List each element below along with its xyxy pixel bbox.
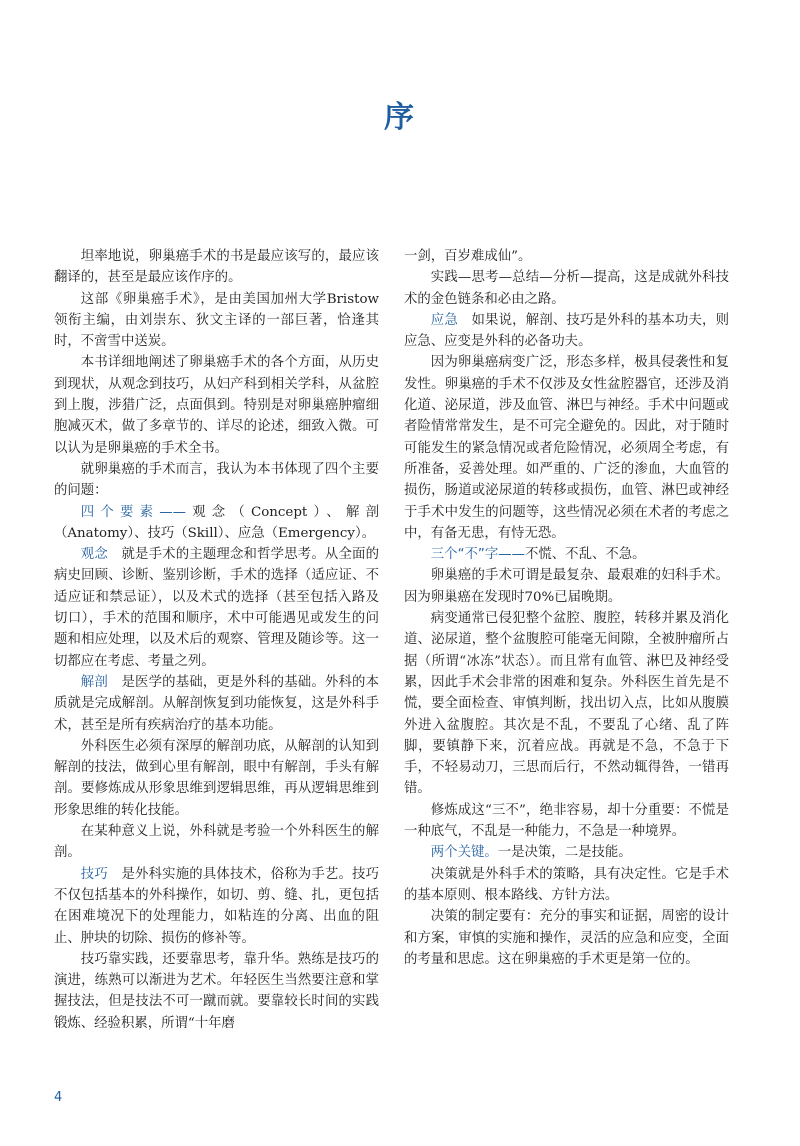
paragraph-text: 卵巢癌的手术可谓是最复杂、最艰难的妇科手术。因为卵巢癌在发现时70%已届晚期。 [404,568,729,605]
paragraph [54,864,379,949]
paragraph-text: 修炼成这“三不”，绝非容易，却十分重要：不慌是一种底气，不乱是一种能力，不急是一种境界。 [404,802,729,840]
section-keyword: 观念 [80,547,108,563]
paragraph [54,352,379,458]
paragraph-text: 如果说，解剖、技巧是外科的基本功夫，则应急、应变是外科的必备功夫。 [404,312,729,350]
paragraph-text: 一是决策，二是技能。 [497,845,632,861]
paragraph [54,502,379,545]
paragraph-text: 不慌、不乱、不急。 [525,547,646,563]
paragraph [54,949,379,1034]
section-keyword: 四个要素—— [80,504,186,520]
paragraph [404,906,729,970]
section-keyword: 三个“不”字—— [430,547,526,563]
paragraph-text: 是外科实施的具体技术，俗称为手艺。技巧不仅包括基本的外科操作，如切、剪、缝、扎，更包括在困难境况下的处理能力，如粘连的分离、出血的阻止、肿块的切除、损伤的修补等。 [54,866,379,946]
paragraph [404,310,729,353]
paragraph-text: 这部《卵巢癌手术》，是由美国加州大学Bristow领衔主编，由刘崇东、狄文主译的一部巨著，恰逢其时，不啻雪中送炭。 [54,291,379,350]
paragraph-text: 技巧靠实践，还要靠思考，靠升华。熟练是技巧的演进，练熟可以渐进为艺术。年轻医生当然要注意和掌握技法，但是技法不可一蹴而就。要靠较长时间的实践锻炼、经验积累，所谓“十年磨 [54,951,379,1031]
paragraph [54,246,379,289]
paragraph [404,842,729,863]
right-column [404,246,729,970]
paragraph [404,565,729,608]
paragraph-text: 是医学的基础，更是外科的基础。外科的本质就是完成解剖。从解剖恢复到功能恢复，这是外科手术，甚至是所有疾病治疗的基本功能。 [54,674,379,733]
paragraph [404,608,729,800]
paragraph [54,459,379,502]
section-keyword: 两个关键。 [430,845,498,861]
paragraph [404,352,729,544]
paragraph [404,800,729,843]
paragraph-text: 病变通常已侵犯整个盆腔、腹腔，转移并累及消化道、泌尿道，整个盆腹腔可能毫无间隙，全被肿瘤所占据（所谓“冰冻”状态）。而且常有血管、淋巴及神经受累，因此手术会非常的困难和复杂。外科医生首先是不慌，要全面检查、审慎判断，找出切入点，比如从腹膜外进入盆腹腔。其次是不乱，不要乱了心绪、乱了阵脚，要镇静下来，沉着应战。再就是不急，不急于下手，不轻易动刀，三思而后行，不然动辄得咎，一错再错。 [404,611,729,797]
paragraph [54,736,379,821]
section-keyword: 技巧 [80,866,108,882]
paragraph-text: 实践—思考—总结—分析—提高，这是成就外科技术的金色链条和必由之路。 [404,270,729,307]
section-keyword: 应急 [430,312,458,328]
paragraph [54,544,379,672]
paragraph-text: 就是手术的主题理念和哲学思考。从全面的病史回顾、诊断、鉴别诊断，手术的选择（适应证、不适应证和禁忌证），以及术式的选择（甚至包括入路及切口），手术的范围和顺序，术中可能遇见或发生的问题和相应处理，以及术后的观察、管理及随诊等。这一切都应在考虑、考量之列。 [54,547,379,669]
paragraph-text: 因为卵巢癌病变广泛，形态多样，极具侵袭性和复发性。卵巢癌的手术不仅涉及女性盆腔器官，还涉及消化道、泌尿道，涉及血管、淋巴与神经。手术中问题或者险情常常发生，是不可完全避免的。因此，对于随时可能发生的紧急情况或者危险情况，必须周全考虑，有所准备，妥善处理。如严重的、广泛的渗血，大血管的损伤，肠道或泌尿道的转移或损伤，血管、淋巴或神经于手术中发生的问题等，这些情况必须在术者的考虑之中，有备无患，有恃无恐。 [404,355,729,541]
paragraph [404,544,729,565]
paragraph [404,267,729,310]
page-title: 序 [384,100,416,135]
paragraph-text: 外科医生必须有深厚的解剖功底，从解剖的认知到解剖的技法，做到心里有解剖，眼中有解剖，手头有解剖。要修炼成从形象思维到逻辑思维，再从逻辑思维到形象思维的转化技能。 [54,738,379,818]
paragraph-text: 坦率地说，卵巢癌手术的书是最应该写的，最应该翻译的，甚至是最应该作序的。 [54,249,379,286]
paragraph [404,864,729,907]
paragraph-text: 在某种意义上说，外科就是考验一个外科医生的解剖。 [54,824,379,861]
paragraph-text: 本书详细地阐述了卵巢癌手术的各个方面，从历史到现状，从观念到技巧，从妇产科到相关学科，从盆腔到上腹，涉猎广泛，点面俱到。特别是对卵巢癌肿瘤细胞减灭术，做了多章节的、详尽的论述，细致入微。可以认为是卵巢癌的手术全书。 [54,355,379,456]
paragraph-text: 决策的制定要有：充分的事实和证据，周密的设计和方案，审慎的实施和操作，灵活的应急和应变，全面的考量和思虑。这在卵巢癌的手术更是第一位的。 [404,909,729,967]
paragraph-text: 观念（Concept）、解剖（Anatomy）、技巧（Skill）、应急（Emergency）。 [54,504,380,541]
paragraph [54,821,379,864]
paragraph [404,246,729,267]
section-keyword: 解剖 [80,674,108,690]
paragraph-text: 就卵巢癌的手术而言，我认为本书体现了四个主要的问题： [54,461,379,499]
paragraph-text: 一剑，百岁难成仙”。 [404,249,532,264]
page-number: 4 [54,1090,63,1105]
paragraph [54,289,379,353]
paragraph [54,672,379,736]
paragraph-text: 决策就是外科手术的策略，具有决定性。它是手术的基本原则、根本路线、方针方法。 [404,866,729,903]
left-column [54,246,379,1034]
